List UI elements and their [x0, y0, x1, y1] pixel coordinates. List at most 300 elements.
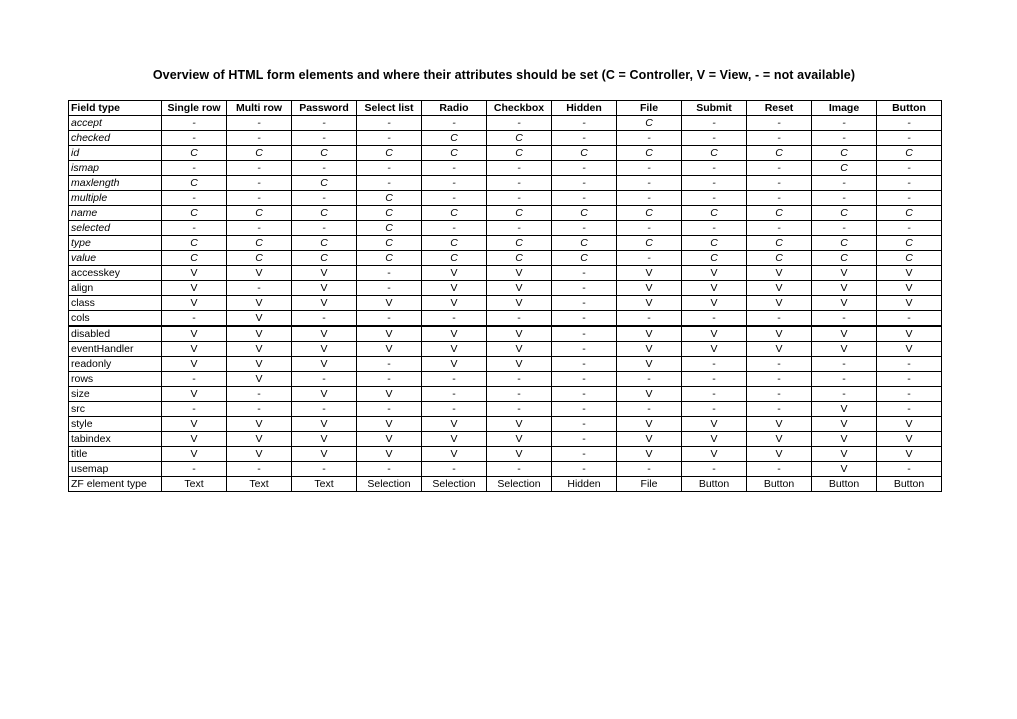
table-cell: - — [227, 221, 292, 236]
table-cell: V — [617, 326, 682, 342]
table-cell: - — [747, 116, 812, 131]
table-cell: - — [357, 402, 422, 417]
table-cell: V — [227, 372, 292, 387]
table-cell: V — [682, 266, 747, 281]
table-cell: C — [812, 146, 877, 161]
table-row — [69, 387, 942, 402]
table-row — [69, 402, 942, 417]
table-cell: V — [747, 447, 812, 462]
table-cell: V — [357, 296, 422, 311]
row-label: disabled — [69, 326, 162, 342]
row-label: size — [69, 387, 162, 402]
table-cell: V — [682, 447, 747, 462]
table-cell: V — [357, 387, 422, 402]
table-cell: C — [682, 251, 747, 266]
table-cell: - — [422, 372, 487, 387]
table-cell: - — [877, 191, 942, 206]
row-label: ZF element type — [69, 477, 162, 492]
table-cell: V — [877, 266, 942, 281]
table-cell: C — [617, 116, 682, 131]
table-cell: - — [682, 176, 747, 191]
table-cell: - — [552, 161, 617, 176]
table-row — [69, 372, 942, 387]
table-cell: V — [227, 326, 292, 342]
table-cell: V — [682, 417, 747, 432]
column-header: Single row — [162, 101, 227, 116]
column-header: Select list — [357, 101, 422, 116]
table-cell: C — [227, 251, 292, 266]
table-cell: - — [552, 462, 617, 477]
table-cell: V — [812, 296, 877, 311]
table-cell: V — [487, 417, 552, 432]
table-cell: V — [357, 342, 422, 357]
table-cell: C — [487, 251, 552, 266]
table-cell: - — [682, 221, 747, 236]
table-cell: C — [877, 251, 942, 266]
row-label: type — [69, 236, 162, 251]
table-cell: C — [552, 251, 617, 266]
column-header: File — [617, 101, 682, 116]
table-cell: V — [162, 432, 227, 447]
table-cell: V — [812, 326, 877, 342]
table-cell: - — [877, 161, 942, 176]
table-cell: V — [812, 281, 877, 296]
table-cell: V — [227, 311, 292, 327]
table-cell: - — [812, 131, 877, 146]
table-cell: - — [747, 357, 812, 372]
table-cell: - — [812, 357, 877, 372]
table-cell: - — [877, 372, 942, 387]
table-cell: V — [292, 326, 357, 342]
table-cell: - — [357, 281, 422, 296]
table-cell: V — [617, 281, 682, 296]
table-cell: V — [292, 281, 357, 296]
table-cell: V — [422, 281, 487, 296]
row-label: class — [69, 296, 162, 311]
table-cell: V — [617, 387, 682, 402]
table-cell: - — [227, 281, 292, 296]
table-row — [69, 191, 942, 206]
row-label: maxlength — [69, 176, 162, 191]
table-cell: C — [292, 236, 357, 251]
table-cell: - — [162, 191, 227, 206]
table-cell: - — [162, 161, 227, 176]
row-label: ismap — [69, 161, 162, 176]
row-label: value — [69, 251, 162, 266]
table-cell: - — [422, 402, 487, 417]
table-cell: C — [877, 236, 942, 251]
table-cell: - — [682, 462, 747, 477]
table-cell: C — [617, 206, 682, 221]
table-cell: - — [682, 357, 747, 372]
table-cell: V — [487, 296, 552, 311]
table-cell: V — [812, 342, 877, 357]
table-cell: - — [617, 251, 682, 266]
table-cell: - — [682, 372, 747, 387]
table-cell: C — [357, 191, 422, 206]
table-cell: - — [487, 176, 552, 191]
table-cell: - — [877, 387, 942, 402]
table-cell: - — [357, 176, 422, 191]
table-cell: - — [552, 342, 617, 357]
table-row — [69, 296, 942, 311]
table-cell: Button — [747, 477, 812, 492]
table-cell: - — [812, 221, 877, 236]
table-cell: - — [552, 402, 617, 417]
table-cell: - — [487, 221, 552, 236]
table-cell: V — [877, 296, 942, 311]
table-cell: C — [422, 146, 487, 161]
table-cell: C — [747, 206, 812, 221]
table-cell: - — [747, 131, 812, 146]
table-cell: V — [877, 342, 942, 357]
row-label: id — [69, 146, 162, 161]
table-cell: Hidden — [552, 477, 617, 492]
column-header: Radio — [422, 101, 487, 116]
table-cell: - — [747, 221, 812, 236]
column-header: Reset — [747, 101, 812, 116]
table-cell: - — [487, 402, 552, 417]
table-cell: - — [162, 311, 227, 327]
table-cell: V — [747, 296, 812, 311]
table-row — [69, 462, 942, 477]
table-cell: - — [422, 387, 487, 402]
table-cell: - — [552, 296, 617, 311]
table-cell: Text — [292, 477, 357, 492]
table-cell: - — [617, 372, 682, 387]
table-cell: - — [357, 372, 422, 387]
table-cell: - — [552, 372, 617, 387]
table-cell: V — [682, 432, 747, 447]
table-cell: - — [552, 116, 617, 131]
table-cell: C — [682, 236, 747, 251]
table-cell: - — [552, 266, 617, 281]
table-cell: - — [877, 311, 942, 327]
table-cell: - — [682, 387, 747, 402]
table-cell: V — [227, 296, 292, 311]
table-cell: - — [812, 191, 877, 206]
table-cell: V — [357, 447, 422, 462]
table-cell: C — [877, 206, 942, 221]
table-cell: V — [487, 326, 552, 342]
table-cell: - — [747, 311, 812, 327]
table-cell: - — [487, 372, 552, 387]
table-cell: V — [682, 296, 747, 311]
table-cell: - — [227, 387, 292, 402]
table-cell: - — [162, 131, 227, 146]
table-cell: V — [487, 266, 552, 281]
table-cell: - — [877, 462, 942, 477]
table-header-row — [69, 101, 942, 116]
table-cell: Text — [162, 477, 227, 492]
table-cell: V — [292, 447, 357, 462]
table-cell: V — [162, 266, 227, 281]
table-cell: V — [422, 432, 487, 447]
row-label: eventHandler — [69, 342, 162, 357]
table-cell: - — [292, 191, 357, 206]
table-cell: C — [552, 146, 617, 161]
table-cell: V — [227, 342, 292, 357]
table-row — [69, 417, 942, 432]
table-cell: - — [682, 311, 747, 327]
column-header: Password — [292, 101, 357, 116]
table-cell: V — [617, 296, 682, 311]
column-header: Button — [877, 101, 942, 116]
table-cell: V — [422, 357, 487, 372]
table-cell: - — [682, 402, 747, 417]
table-row — [69, 146, 942, 161]
row-label: tabindex — [69, 432, 162, 447]
table-cell: - — [552, 176, 617, 191]
table-cell: Selection — [487, 477, 552, 492]
table-cell: V — [487, 432, 552, 447]
table-cell: - — [617, 311, 682, 327]
table-cell: V — [357, 417, 422, 432]
table-row — [69, 326, 942, 342]
table-cell: - — [747, 402, 812, 417]
table-cell: V — [292, 387, 357, 402]
table-cell: - — [292, 372, 357, 387]
table-cell: - — [487, 387, 552, 402]
table-cell: V — [422, 447, 487, 462]
table-cell: V — [227, 432, 292, 447]
table-cell: - — [357, 311, 422, 327]
table-cell: C — [357, 236, 422, 251]
table-cell: C — [617, 236, 682, 251]
table-cell: - — [747, 462, 812, 477]
table-cell: C — [422, 131, 487, 146]
table-cell: V — [162, 296, 227, 311]
table-cell: File — [617, 477, 682, 492]
table-cell: C — [162, 146, 227, 161]
table-cell: V — [617, 417, 682, 432]
table-cell: - — [292, 161, 357, 176]
table-cell: V — [682, 342, 747, 357]
page-title: Overview of HTML form elements and where their attributes should be set (C = Controller, V = View, - = not available) — [152, 68, 856, 82]
table-cell: - — [227, 191, 292, 206]
table-cell: Text — [227, 477, 292, 492]
table-cell: C — [162, 236, 227, 251]
table-cell: C — [487, 206, 552, 221]
table-cell: - — [227, 176, 292, 191]
table-cell: - — [552, 326, 617, 342]
table-cell: C — [552, 206, 617, 221]
table-cell: - — [357, 357, 422, 372]
table-cell: - — [552, 311, 617, 327]
table-cell: V — [487, 447, 552, 462]
table-cell: V — [357, 326, 422, 342]
column-header: Submit — [682, 101, 747, 116]
table-cell: - — [292, 221, 357, 236]
table-cell: V — [617, 447, 682, 462]
table-cell: - — [812, 116, 877, 131]
table-cell: - — [292, 311, 357, 327]
table-cell: - — [552, 417, 617, 432]
table-cell: - — [552, 131, 617, 146]
table-cell: - — [812, 387, 877, 402]
table-cell: C — [357, 206, 422, 221]
table-cell: V — [292, 357, 357, 372]
table-cell: - — [682, 191, 747, 206]
table-cell: C — [812, 251, 877, 266]
table-cell: Selection — [422, 477, 487, 492]
table-cell: - — [747, 191, 812, 206]
table-cell: - — [357, 116, 422, 131]
table-cell: - — [422, 221, 487, 236]
table-cell: - — [812, 372, 877, 387]
table-cell: C — [812, 161, 877, 176]
table-cell: - — [617, 402, 682, 417]
table-cell: - — [747, 176, 812, 191]
table-cell: C — [357, 251, 422, 266]
table-body — [69, 116, 942, 492]
table-cell: - — [552, 357, 617, 372]
table-cell: - — [422, 161, 487, 176]
table-cell: - — [877, 116, 942, 131]
table-cell: C — [747, 236, 812, 251]
table-cell: V — [227, 417, 292, 432]
table-cell: C — [357, 146, 422, 161]
table-cell: C — [162, 206, 227, 221]
table-cell: - — [227, 462, 292, 477]
table-cell: V — [747, 266, 812, 281]
table-cell: C — [227, 236, 292, 251]
table-cell: V — [747, 326, 812, 342]
table-cell: V — [162, 342, 227, 357]
table-cell: C — [812, 206, 877, 221]
table-cell: - — [422, 176, 487, 191]
table-cell: - — [617, 131, 682, 146]
table-cell: C — [162, 251, 227, 266]
row-label: accesskey — [69, 266, 162, 281]
table-row — [69, 161, 942, 176]
table-cell: - — [617, 221, 682, 236]
table-cell: - — [227, 131, 292, 146]
table-cell: V — [162, 326, 227, 342]
table-cell: C — [227, 146, 292, 161]
table-row — [69, 447, 942, 462]
table-cell: - — [227, 161, 292, 176]
table-row — [69, 357, 942, 372]
table-row — [69, 477, 942, 492]
table-cell: - — [422, 116, 487, 131]
table-row — [69, 432, 942, 447]
table-cell: C — [162, 176, 227, 191]
table-cell: V — [292, 432, 357, 447]
table-cell: - — [552, 432, 617, 447]
table-cell: - — [682, 131, 747, 146]
table-cell: - — [552, 191, 617, 206]
table-cell: C — [292, 146, 357, 161]
table-cell: C — [812, 236, 877, 251]
table-cell: - — [487, 311, 552, 327]
table-cell: V — [812, 417, 877, 432]
table-cell: - — [487, 116, 552, 131]
row-label: readonly — [69, 357, 162, 372]
table-cell: Button — [812, 477, 877, 492]
table-cell: C — [422, 236, 487, 251]
table-cell: C — [877, 146, 942, 161]
table-cell: - — [747, 372, 812, 387]
table-row — [69, 311, 942, 327]
table-cell: C — [682, 206, 747, 221]
column-header: Hidden — [552, 101, 617, 116]
table-row — [69, 206, 942, 221]
table-cell: - — [227, 116, 292, 131]
column-header: Image — [812, 101, 877, 116]
table-cell: - — [617, 161, 682, 176]
table-cell: Button — [877, 477, 942, 492]
table-cell: - — [487, 191, 552, 206]
table-cell: C — [487, 131, 552, 146]
table-cell: V — [877, 281, 942, 296]
table-cell: - — [617, 191, 682, 206]
table-cell: - — [682, 161, 747, 176]
row-label: multiple — [69, 191, 162, 206]
table-cell: V — [487, 281, 552, 296]
table-cell: V — [812, 447, 877, 462]
table-cell: C — [552, 236, 617, 251]
table-cell: - — [487, 161, 552, 176]
table-cell: - — [877, 221, 942, 236]
table-cell: V — [422, 326, 487, 342]
table-cell: C — [487, 146, 552, 161]
table-cell: C — [422, 251, 487, 266]
table-cell: - — [422, 311, 487, 327]
row-label: usemap — [69, 462, 162, 477]
row-label: src — [69, 402, 162, 417]
table-row — [69, 131, 942, 146]
table-cell: V — [227, 266, 292, 281]
table-row — [69, 176, 942, 191]
table-cell: V — [617, 432, 682, 447]
table-cell: - — [552, 221, 617, 236]
table-cell: V — [292, 266, 357, 281]
table-cell: - — [747, 387, 812, 402]
table-cell: V — [617, 342, 682, 357]
table-cell: - — [552, 447, 617, 462]
table-cell: V — [812, 432, 877, 447]
header-field-type: Field type — [69, 101, 162, 116]
table-cell: V — [487, 357, 552, 372]
table-cell: V — [877, 326, 942, 342]
table-cell: - — [162, 462, 227, 477]
table-cell: - — [552, 281, 617, 296]
table-cell: - — [292, 462, 357, 477]
row-label: accept — [69, 116, 162, 131]
table-cell: V — [292, 296, 357, 311]
table-cell: V — [747, 281, 812, 296]
table-cell: - — [617, 176, 682, 191]
row-label: checked — [69, 131, 162, 146]
table-cell: V — [617, 357, 682, 372]
column-header: Checkbox — [487, 101, 552, 116]
table-cell: V — [877, 432, 942, 447]
table-cell: V — [422, 296, 487, 311]
table-row — [69, 251, 942, 266]
table-cell: V — [422, 266, 487, 281]
table-cell: - — [162, 221, 227, 236]
table-cell: C — [227, 206, 292, 221]
table-cell: - — [357, 131, 422, 146]
table-cell: V — [162, 387, 227, 402]
table-cell: V — [617, 266, 682, 281]
table-cell: V — [747, 342, 812, 357]
table-cell: - — [877, 176, 942, 191]
table-cell: V — [682, 281, 747, 296]
table-cell: V — [877, 417, 942, 432]
table-cell: V — [357, 432, 422, 447]
